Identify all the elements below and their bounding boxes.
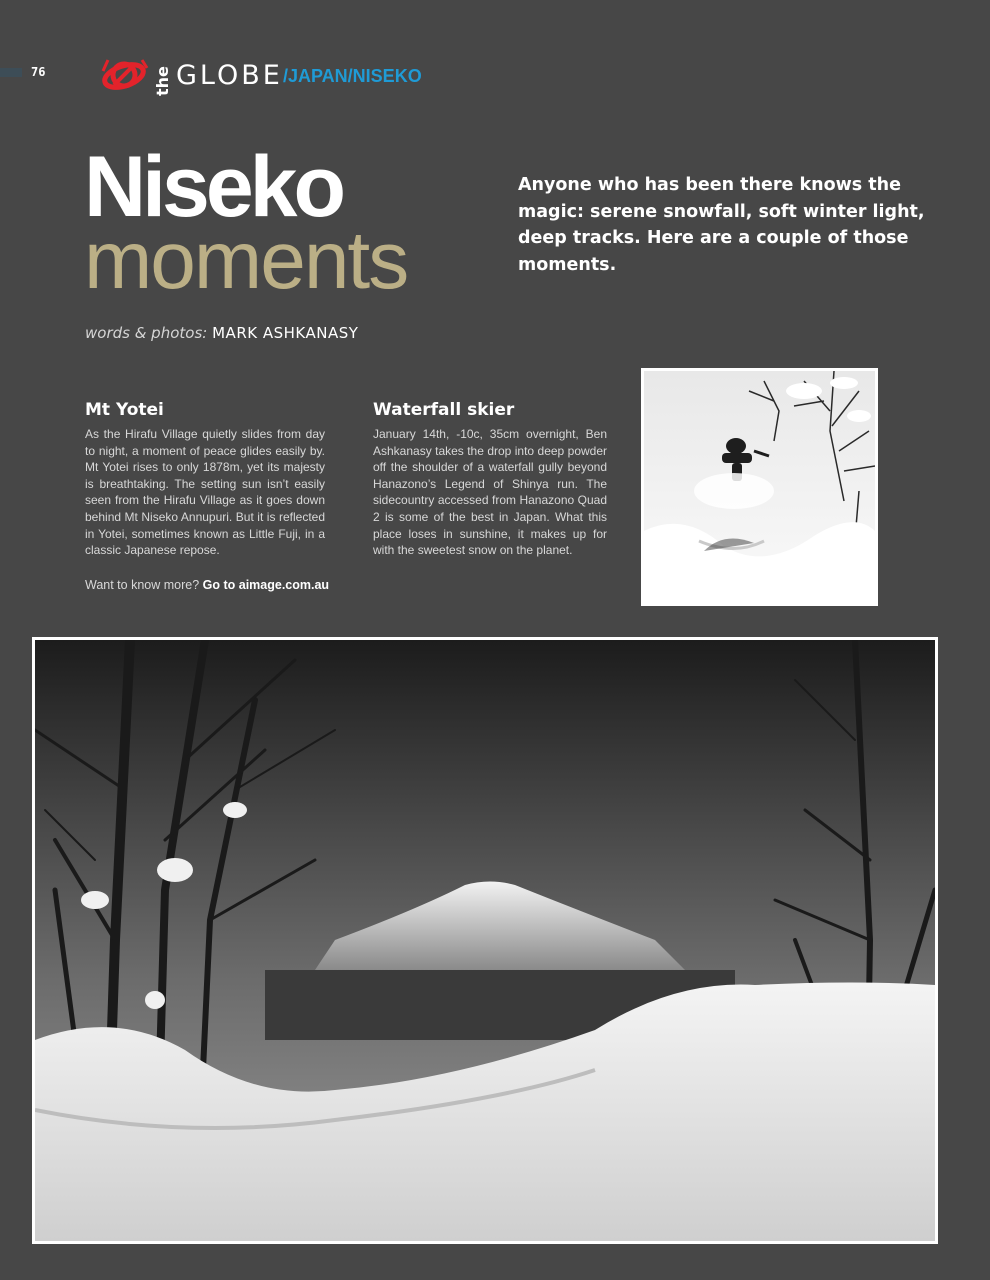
section-body: January 14th, -10c, 35cm overnight, Ben Ashkanasy takes the drop into deep powder off the shoulder of a waterfall gully beyond Hanazono’s Legend of Shinya run. The sidecountry accessed from Hanazono Quad 2 is some of the best in Japan. What this place loses in sunshine, it makes up for with the sweetest snow on the planet.	[373, 427, 607, 558]
byline	[85, 322, 358, 344]
page-tab	[0, 68, 22, 77]
mt-yotei-photo	[32, 637, 938, 1244]
more-info	[85, 578, 329, 592]
logo-the-text	[153, 52, 173, 98]
more-prefix: Want to know more?	[85, 578, 200, 592]
more-link[interactable]: Go to aimage.com.au	[202, 578, 330, 592]
logo-the-label: the	[153, 66, 172, 96]
section-breadcrumb: /JAPAN/NISEKO	[283, 66, 422, 86]
page-number: 76	[31, 65, 46, 79]
section-heading: Mt Yotei	[85, 400, 164, 420]
logo-globe-text: GLOBE	[176, 60, 283, 91]
article-intro: Anyone who has been there knows the magic: serene snowfall, soft winter light, deep tracks. Here are a couple of those moments.	[518, 175, 925, 275]
byline-label: words & photos:	[85, 324, 208, 342]
byline-name: MARK ASHKANASY	[212, 324, 359, 342]
skier-photo	[641, 368, 878, 606]
globe-logo-icon	[100, 54, 150, 96]
section-heading: Waterfall skier	[373, 400, 515, 420]
section-waterfall-skier	[373, 398, 607, 559]
section-mt-yotei	[85, 398, 325, 559]
article-title: Niseko	[84, 139, 343, 235]
article-subtitle: moments	[84, 215, 408, 306]
section-body: As the Hirafu Village quietly slides from day to night, a moment of peace glides easily by. Mt Yotei rises to only 1878m, yet its majesty is breathtaking. The setting sun isn’t easily seen from the Hirafu Village as it goes down behind Mt Niseko Annupuri. But it is reflected in Yotei, sometimes known as Little Fuji, in a classic Japanese repose.	[85, 427, 325, 558]
